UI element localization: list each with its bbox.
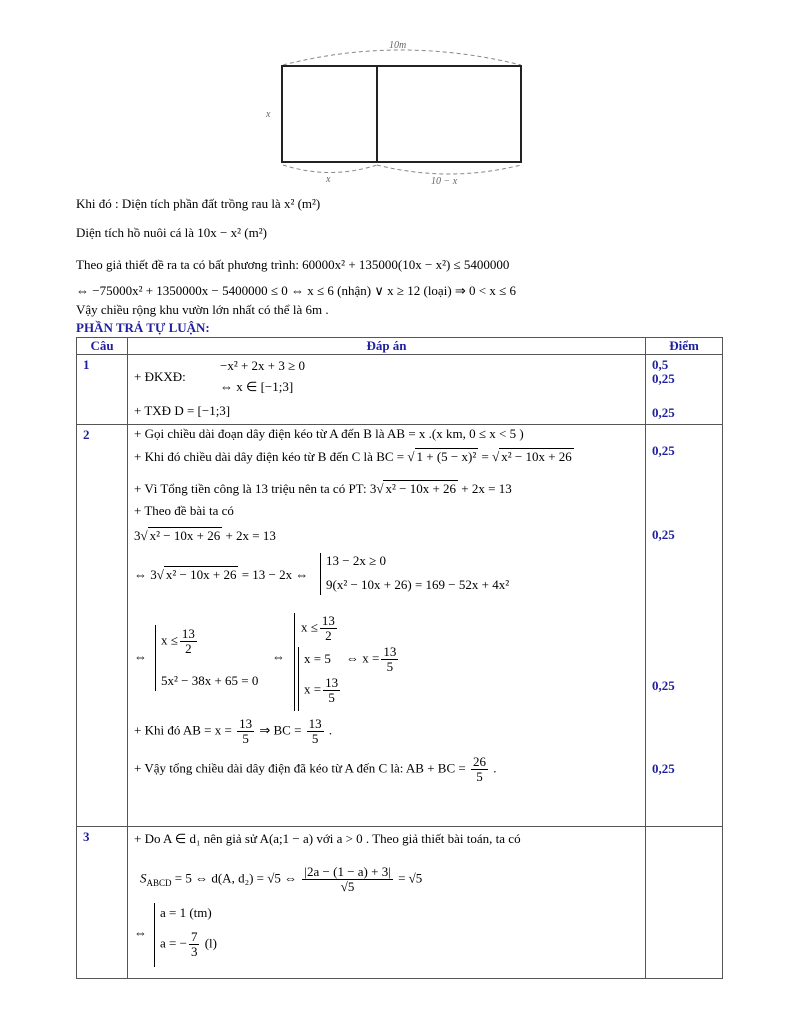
dkxd-interval: ⇔ x ∈ [−1;3] xyxy=(220,379,294,394)
q2-line-8: + Vậy tổng chiều dài dây điện đã kéo từ A đến C là: AB + BC = $\frac{26}{5}$ . xyxy=(134,754,497,784)
answer-cell xyxy=(128,355,646,425)
dkxd-inequality: −x² + 2x + 3 ≥ 0 xyxy=(220,358,306,373)
points-value: 0,5 xyxy=(652,357,669,372)
q2-line-6: ⇔ 3√ x² − 10x + 26 = 13 − 2x ⇔ xyxy=(134,567,309,582)
intro-line-1: Khi đó : Diện tích phần đất trồng rau là x² (m²) xyxy=(76,196,321,211)
points-cell xyxy=(646,827,723,979)
system-2-lead: ⇔ xyxy=(134,649,147,664)
system-3-line-c: x = $\frac{13}{5}$ xyxy=(304,675,339,705)
q3-line-2: $S_{ABCD} = 5$ ⇔ d(A, d₂) = √5 ⇔ $\frac{|2a - (1 - a) + 3|}{√5}$ = √5 xyxy=(140,864,423,894)
points-value: 0,25 xyxy=(652,761,675,776)
garden-figure xyxy=(255,35,545,190)
header-question: Câu xyxy=(77,338,128,355)
question-number: 3 xyxy=(77,827,128,979)
system-1-line-a: 13 − 2x ≥ 0 xyxy=(326,553,386,568)
system-3-line-b: x = 5 xyxy=(304,651,331,666)
system-brace xyxy=(155,625,156,691)
points-cell xyxy=(646,425,723,827)
system-2-line-b: 5x² − 38x + 65 = 0 xyxy=(161,673,259,688)
intro-line-5: Vậy chiều rộng khu vườn lớn nhất có thể là 6m . xyxy=(76,302,329,317)
q2-line-7: + Khi đó AB = x = $\frac{13}{5}$ ⇒ BC = $\frac{13}{5}$ . xyxy=(134,716,333,746)
table-row xyxy=(77,355,723,425)
q3-option-lead: ⇔ xyxy=(134,925,147,940)
intro-line-2: Diện tích hồ nuôi cá là 10x − x² (m²) xyxy=(76,225,267,240)
bottom-right-label: 10 − x xyxy=(431,176,458,187)
table-row xyxy=(77,425,723,827)
section-title: PHẦN TRẢ TỰ LUẬN: xyxy=(76,320,210,335)
q2-line-5: 3√ x² − 10x + 26 + 2x = 13 xyxy=(134,528,276,543)
system-3-lead: ⇔ xyxy=(272,649,285,664)
left-label: x xyxy=(266,109,271,120)
intro-line-4: ⇔ −75000x² + 1350000x − 5400000 ≤ 0 ⇔ x ≤ 6 (nhận) ∨ x ≥ 12 (loại) ⇒ 0 < x ≤ 6 xyxy=(76,283,517,298)
answer-cell xyxy=(128,827,646,979)
dkxd-label: + ĐKXĐ: xyxy=(134,369,186,384)
q2-line-2: + Khi đó chiều dài dây điện kéo từ B đến C là BC = √ 1 + (5 − x)² = √ x² − 10x + 26 xyxy=(134,449,572,464)
system-brace xyxy=(294,613,295,711)
options-bracket xyxy=(298,647,299,711)
points-value: 0,25 xyxy=(652,371,675,386)
answer-cell xyxy=(128,425,646,827)
points-value: 0,25 xyxy=(652,405,675,420)
q3-option-1: a = 1 (tm) xyxy=(160,905,212,920)
system-2-line-a: x ≤ $\frac{13}{2}$ xyxy=(161,626,195,656)
points-value: 0,25 xyxy=(652,527,675,542)
q3-line-1: + Do A ∈ d₁ nên giả sử A(a;1 − a) với a > 0 . Theo giả thiết bài toán, ta có xyxy=(134,831,521,846)
intro-line-3: Theo giả thiết đề ra ta có bất phương trình: 60000x² + 135000(10x − x²) ≤ 5400000 xyxy=(76,257,510,272)
bottom-left-label: x xyxy=(326,174,331,185)
q3-option-2: a = − $\frac{7}{3}$ (l) xyxy=(160,929,217,959)
q2-line-4: + Theo đề bài ta có xyxy=(134,503,234,518)
question-number: 2 xyxy=(77,425,128,827)
top-label: 10m xyxy=(389,40,407,51)
q2-line-1: + Gọi chiều dài đoạn dây điện kéo từ A đến B là AB = x .(x km, 0 ≤ x < 5 ) xyxy=(134,426,524,441)
table-row xyxy=(77,827,723,979)
bottom-left-brace xyxy=(283,165,377,173)
question-number: 1 xyxy=(77,355,128,425)
answer-table xyxy=(76,337,723,979)
options-bracket xyxy=(154,903,155,967)
system-1-line-b: 9(x² − 10x + 26) = 169 − 52x + 4x² xyxy=(326,577,510,592)
top-brace xyxy=(283,50,521,65)
header-points: Điểm xyxy=(646,338,723,355)
points-value: 0,25 xyxy=(652,443,675,458)
q2-line-3: + Vì Tổng tiền công là 13 triệu nên ta có PT: 3√ x² − 10x + 26 + 2x = 13 xyxy=(134,481,512,496)
garden-outline xyxy=(282,66,521,162)
txd-line: + TXĐ D = [−1;3] xyxy=(134,403,231,418)
result-line: ⇔ x = $\frac{13}{5}$ xyxy=(346,644,397,674)
points-value: 0,25 xyxy=(652,678,675,693)
system-3-line-a: x ≤ $\frac{13}{2}$ xyxy=(301,613,335,643)
system-brace xyxy=(320,553,321,595)
bottom-right-brace xyxy=(377,165,521,174)
points-cell xyxy=(646,355,723,425)
header-answer: Đáp án xyxy=(128,338,646,355)
